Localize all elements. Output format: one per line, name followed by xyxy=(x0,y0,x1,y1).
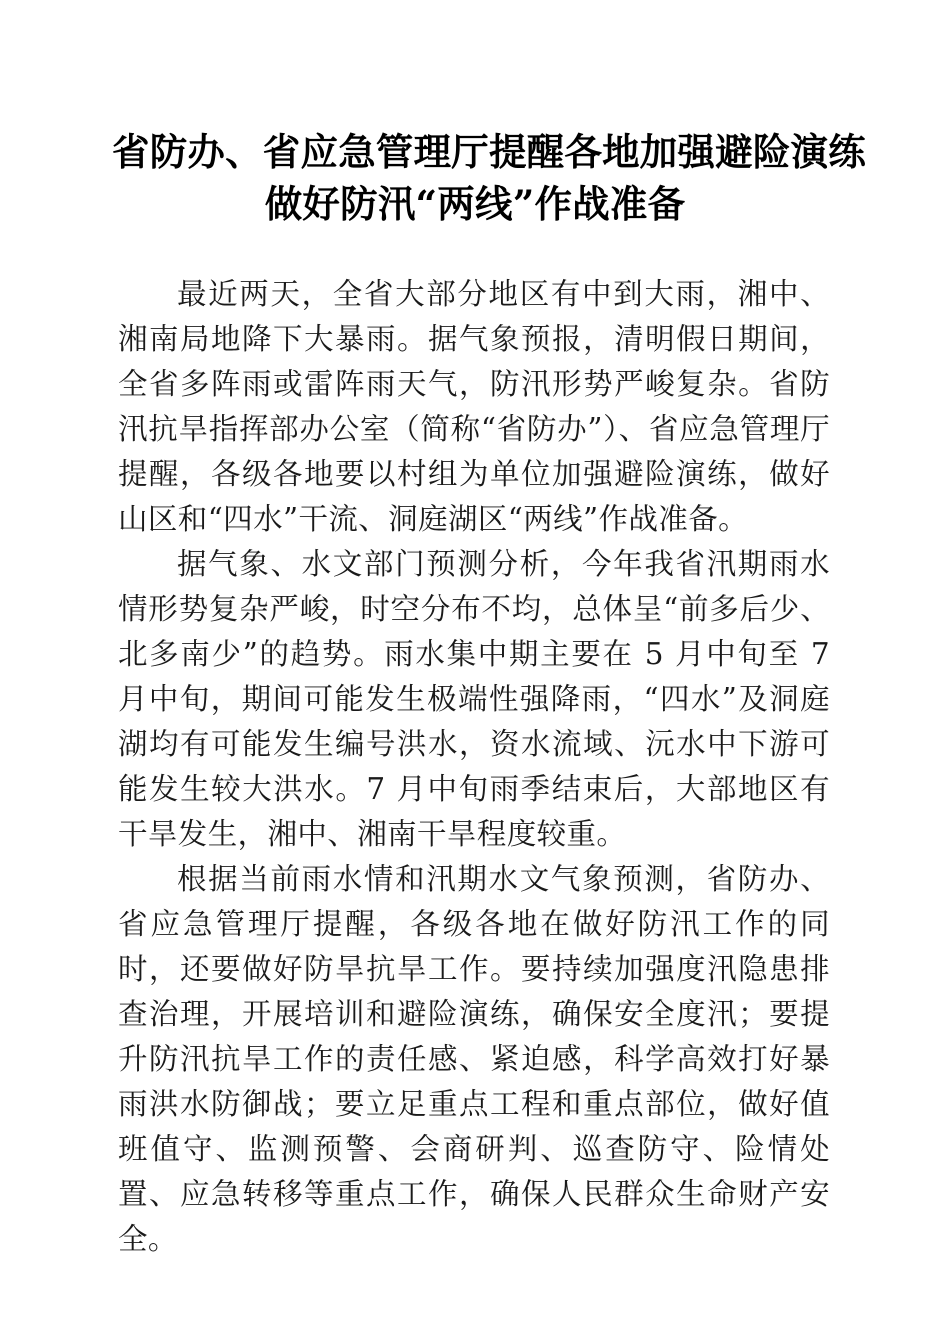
document-body xyxy=(118,272,830,1262)
page-title-line-2: 做好防汛“两线”作战准备 xyxy=(264,182,686,226)
body-paragraph-2: 据气象、水文部门预测分析，今年我省汛期雨水情形势复杂严峻，时空分布不均，总体呈“前多后少、北多南少”的趋势。雨水集中期主要在 5 月中旬至 7 月中旬，期间可能发生极端性强降雨，“四水”及洞庭湖均有可能发生编号洪水，资水流域、沅水中下游可能发生较大洪水。7 月中旬雨季结束后，大部地区有干旱发生，湘中、湘南干旱程度较重。 xyxy=(118,547,830,851)
page-title xyxy=(112,126,866,230)
body-paragraph-3: 根据当前雨水情和汛期水文气象预测，省防办、省应急管理厅提醒，各级各地在做好防汛工作的同时，还要做好防旱抗旱工作。要持续加强度汛隐患排查治理，开展培训和避险演练，确保安全度汛；要提升防汛抗旱工作的责任感、紧迫感，科学高效打好暴雨洪水防御战；要立足重点工程和重点部位，做好值班值守、监测预警、会商研判、巡查防守、险情处置、应急转移等重点工作，确保人民群众生命财产安全。 xyxy=(118,862,830,1256)
page-title-line-1: 省防办、省应急管理厅提醒各地加强避险演练 xyxy=(112,130,866,174)
body-paragraph-1: 最近两天，全省大部分地区有中到大雨，湘中、湘南局地降下大暴雨。据气象预报，清明假日期间，全省多阵雨或雷阵雨天气，防汛形势严峻复杂。省防汛抗旱指挥部办公室（简称“省防办”）、省应急管理厅提醒，各级各地要以村组为单位加强避险演练，做好山区和“四水”干流、洞庭湖区“两线”作战准备。 xyxy=(118,277,830,536)
